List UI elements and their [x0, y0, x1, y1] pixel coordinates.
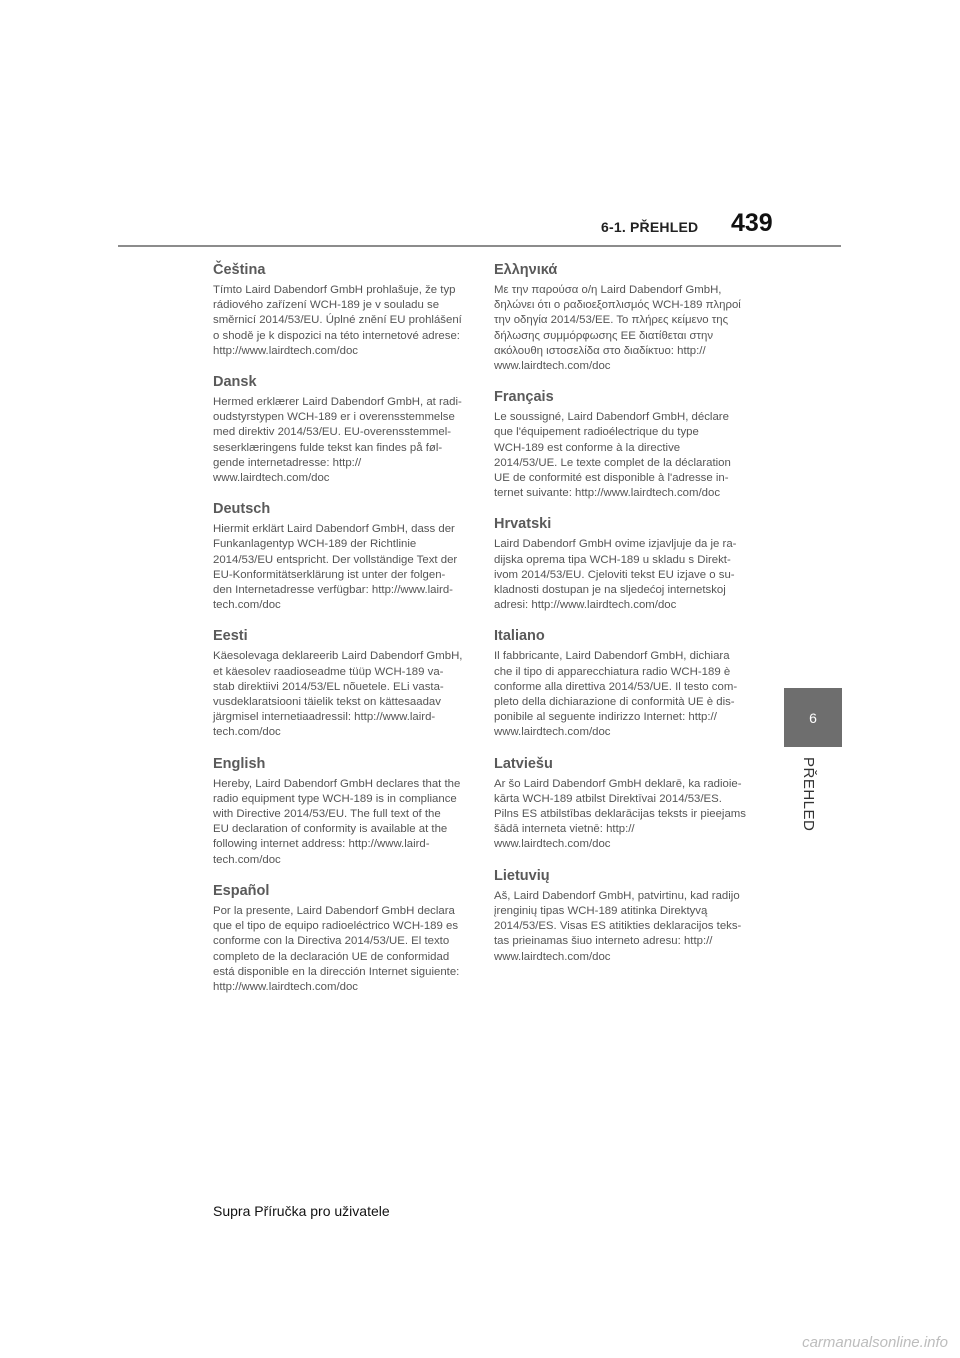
- language-title: Español: [213, 882, 270, 899]
- language-block-spanish: [213, 883, 481, 995]
- language-body: Hereby, Laird Dabendorf GmbH declares that the radio equipment type WCH-189 is in compliance with Directive 2014/53/EU. The full text of the EU declaration of conformity is available at the following internet address: http://www.laird- tech.com/doc: [213, 777, 461, 866]
- language-body: Tímto Laird Dabendorf GmbH prohlašuje, že typ rádiového zařízení WCH-189 je v souladu se směrnicí 2014/53/EU. Úplné znění EU prohlášení o shodě je k dispozici na této internetové adrese: http://www.lairdtech.com/doc: [213, 284, 462, 357]
- language-title: Ελληνικά: [494, 262, 558, 278]
- language-block-croatian: [494, 516, 762, 613]
- language-title: Hrvatski: [494, 516, 552, 533]
- manual-title: Supra Příručka pro uživatele: [213, 1203, 390, 1219]
- language-block-italian: [494, 628, 762, 740]
- language-body: Hiermit erklärt Laird Dabendorf GmbH, dass der Funkanlagentyp WCH-189 der Richtlinie 2014/53/EU entspricht. Der vollständige Text der EU-Konformitätserklärung ist unter der folgen- den Internetadresse verfügbar: http://www.laird- tech.com/doc: [213, 523, 458, 612]
- language-block-greek: [494, 262, 762, 374]
- language-body: Με την παρούσα ο/η Laird Dabendorf GmbH, δηλώνει ότι ο ραδιοεξοπλισμός WCH-189 πληροί την οδηγία 2014/53/ΕΕ. Το πλήρες κείμενο της δήλωσης συμμόρφωσης ΕΕ διατίθεται στην ακόλουθη ιστοσελίδα στο διαδίκτυο: http:// www.lairdtech.com/doc: [494, 284, 741, 373]
- language-title: Italiano: [494, 628, 545, 645]
- right-column: [494, 262, 762, 980]
- language-body: Ar šo Laird Dabendorf GmbH deklarē, ka radioie- kārta WCH-189 atbilst Direktīvai 2014/53/ES. Pilns ES atbilstības deklarācijas teksts ir pieejams šādā interneta vietnē: http:// www.lairdtech.com/doc: [494, 777, 746, 851]
- language-block-czech: [213, 262, 481, 359]
- language-body: Por la presente, Laird Dabendorf GmbH declara que el tipo de equipo radioeléctrico WCH-189 es conforme con la Directiva 2014/53/UE. El texto completo de la declaración UE de conformidad está disponible en la dirección Internet siguiente: http://www.lairdtech.com/doc: [213, 904, 460, 993]
- language-body: Le soussigné, Laird Dabendorf GmbH, déclare que l'équipement radioélectrique du type WCH-189 est conforme à la directive 2014/53/UE. Le texte complet de la déclaration UE de conformité est disponible à l'adresse in- ternet suivante: http://www.lairdtech.com/doc: [494, 411, 731, 500]
- chapter-label: PŘEHLED: [800, 757, 817, 832]
- page-number: 439: [731, 209, 773, 237]
- language-title: Dansk: [213, 374, 257, 391]
- left-column: [213, 262, 481, 1010]
- language-block-german: [213, 501, 481, 613]
- language-title: English: [213, 755, 266, 772]
- language-body: Aš, Laird Dabendorf GmbH, patvirtinu, kad radijo įrenginių tipas WCH-189 atitinka Direktyvą 2014/53/ES. Visas ES atitikties deklaracijos teks- tas prieinamas šiuo interneto adresu: http:// www.lairdtech.com/doc: [494, 889, 742, 963]
- language-title: Français: [494, 389, 554, 406]
- language-title: Deutsch: [213, 501, 271, 518]
- language-title: Čeština: [213, 262, 266, 278]
- language-title: Latviešu: [494, 755, 553, 772]
- language-block-latvian: [494, 756, 762, 853]
- language-body: Käesolevaga deklareerib Laird Dabendorf GmbH, et käesolev raadioseadme tüüp WCH-189 va- stab direktiivi 2014/53/EL nõuetele. ELi vasta- vusdeklaratsiooni täielik tekst on kättesaadav järgmisel internetiaadressil: http://www.laird- tech.com/doc: [213, 650, 463, 739]
- language-body: Il fabbricante, Laird Dabendorf GmbH, dichiara che il tipo di apparecchiatura radio WCH-189 è conforme alla direttiva 2014/53/UE. Il testo com- pleto della dichiarazione di conformità UE è dis- ponibile al seguente indirizzo Internet: http:// www.lairdtech.com/doc: [494, 650, 738, 739]
- language-body: Hermed erklærer Laird Dabendorf GmbH, at radi- oudstyrstypen WCH-189 er i overensstemmelse med direktiv 2014/53/EU. EU-overensstemmel- seserklæringens fulde tekst kan findes på føl- gende internetadresse: http:// www.lairdtech.com/doc: [213, 396, 462, 485]
- language-block-estonian: [213, 628, 481, 740]
- chapter-tab: [784, 688, 842, 747]
- language-body: Laird Dabendorf GmbH ovime izjavljuje da je ra- dijska oprema tipa WCH-189 u skladu s Direkt- ivom 2014/53/EU. Cjeloviti tekst EU izjave o su- kladnosti dostupan je na sljedećoj internetskoj adresi: http://www.lairdtech.com/doc: [494, 538, 737, 612]
- chapter-number: 6: [809, 709, 817, 726]
- language-block-danish: [213, 374, 481, 486]
- language-title: Lietuvių: [494, 867, 550, 884]
- header-divider: [118, 245, 841, 247]
- language-title: Eesti: [213, 628, 248, 645]
- watermark: carmanualsonline.info: [802, 1334, 948, 1351]
- section-title: 6-1. PŘEHLED: [601, 219, 699, 235]
- language-block-english: [213, 756, 481, 868]
- language-block-french: [494, 389, 762, 501]
- page-header: [0, 0, 960, 260]
- language-block-lithuanian: [494, 868, 762, 965]
